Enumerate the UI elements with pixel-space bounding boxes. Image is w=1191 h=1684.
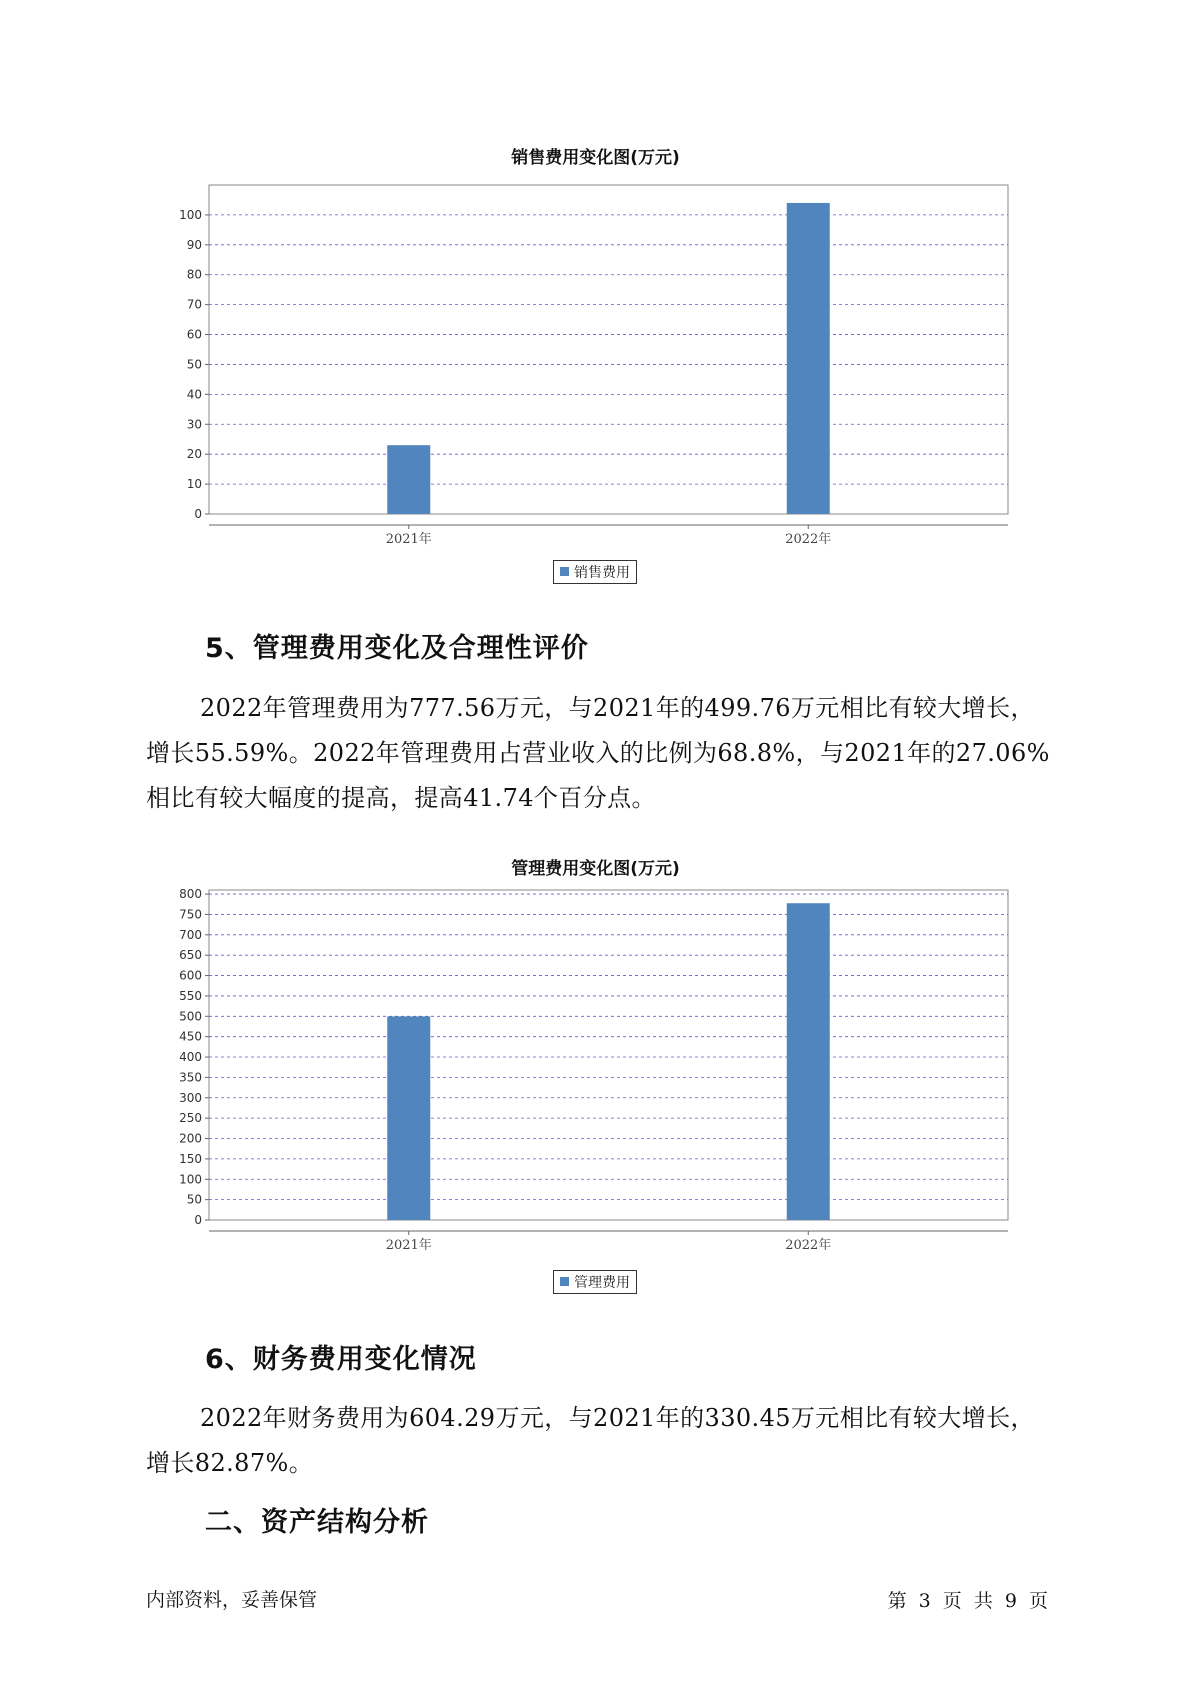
- y-tick-label: 550: [179, 988, 202, 1003]
- y-tick-label: 500: [179, 1009, 202, 1024]
- bar-2021年: [387, 1016, 430, 1220]
- y-tick-label: 750: [179, 907, 202, 922]
- bar-2021年: [387, 445, 430, 514]
- y-tick-label: 300: [179, 1090, 202, 1105]
- x-tick-label: 2022年: [785, 532, 832, 547]
- y-tick-label: 70: [186, 297, 202, 312]
- footer-confidential-note: 内部资料，妥善保管: [146, 1589, 318, 1611]
- x-tick-label: 2021年: [385, 1238, 432, 1253]
- x-tick-label: 2022年: [785, 1238, 832, 1253]
- y-tick-label: 400: [179, 1050, 202, 1065]
- y-tick-label: 600: [179, 968, 202, 983]
- x-tick-label: 2021年: [385, 532, 432, 547]
- y-tick-label: 0: [194, 507, 202, 521]
- y-tick-label: 700: [179, 927, 202, 942]
- chart-2-legend-label: 管理费用: [574, 1275, 630, 1291]
- y-tick-label: 200: [179, 1131, 202, 1146]
- y-tick-label: 30: [186, 417, 202, 432]
- y-tick-label: 50: [186, 357, 202, 372]
- section-6-heading: 6、财务费用变化情况: [205, 1344, 477, 1375]
- y-tick-label: 250: [179, 1111, 202, 1126]
- section-5-paragraph: 2022年管理费用为777.56万元，与2021年的499.76万元相比有较大增长，增长55.59%。2022年管理费用占营业收入的比例为68.8%，与2021年的27.06%相比有较大幅度的提高，提高41.74个百分点。: [146, 694, 1050, 812]
- asset-structure-heading: 二、资产结构分析: [205, 1507, 429, 1538]
- legend-swatch: [560, 567, 569, 576]
- plot-area: [209, 890, 1008, 1220]
- bar-2022年: [787, 903, 830, 1220]
- y-tick-label: 650: [179, 948, 202, 963]
- y-tick-label: 150: [179, 1151, 202, 1166]
- y-tick-label: 100: [179, 1172, 202, 1187]
- y-tick-label: 20: [186, 447, 202, 462]
- legend-swatch: [560, 1277, 569, 1286]
- y-tick-label: 50: [186, 1192, 202, 1207]
- y-tick-label: 90: [186, 237, 202, 252]
- y-tick-label: 800: [179, 887, 202, 902]
- y-tick-label: 450: [179, 1029, 202, 1044]
- plot-area: [209, 185, 1008, 514]
- bar-2022年: [787, 203, 830, 514]
- chart-2-legend: [553, 1270, 637, 1294]
- chart-1-title: 销售费用变化图(万元): [511, 148, 680, 168]
- y-tick-label: 80: [186, 267, 202, 282]
- section-6-paragraph: 2022年财务费用为604.29万元，与2021年的330.45万元相比有较大增长，增长82.87%。: [146, 1404, 1035, 1477]
- y-tick-label: 100: [179, 207, 202, 222]
- chart-1-legend-label: 销售费用: [574, 565, 630, 581]
- chart-2-admin-expense: [0, 880, 1191, 1260]
- footer-page-number: 第 3 页 共 9 页: [887, 1590, 1051, 1612]
- y-tick-label: 60: [186, 327, 202, 342]
- chart-2-title: 管理费用变化图(万元): [511, 859, 680, 879]
- y-tick-label: 40: [186, 387, 202, 402]
- y-tick-label: 350: [179, 1070, 202, 1085]
- section-5-heading: 5、管理费用变化及合理性评价: [205, 633, 589, 664]
- chart-1-legend: [553, 560, 637, 584]
- y-tick-label: 0: [194, 1213, 202, 1227]
- chart-1-sales-expense: [0, 170, 1191, 550]
- y-tick-label: 10: [186, 477, 202, 492]
